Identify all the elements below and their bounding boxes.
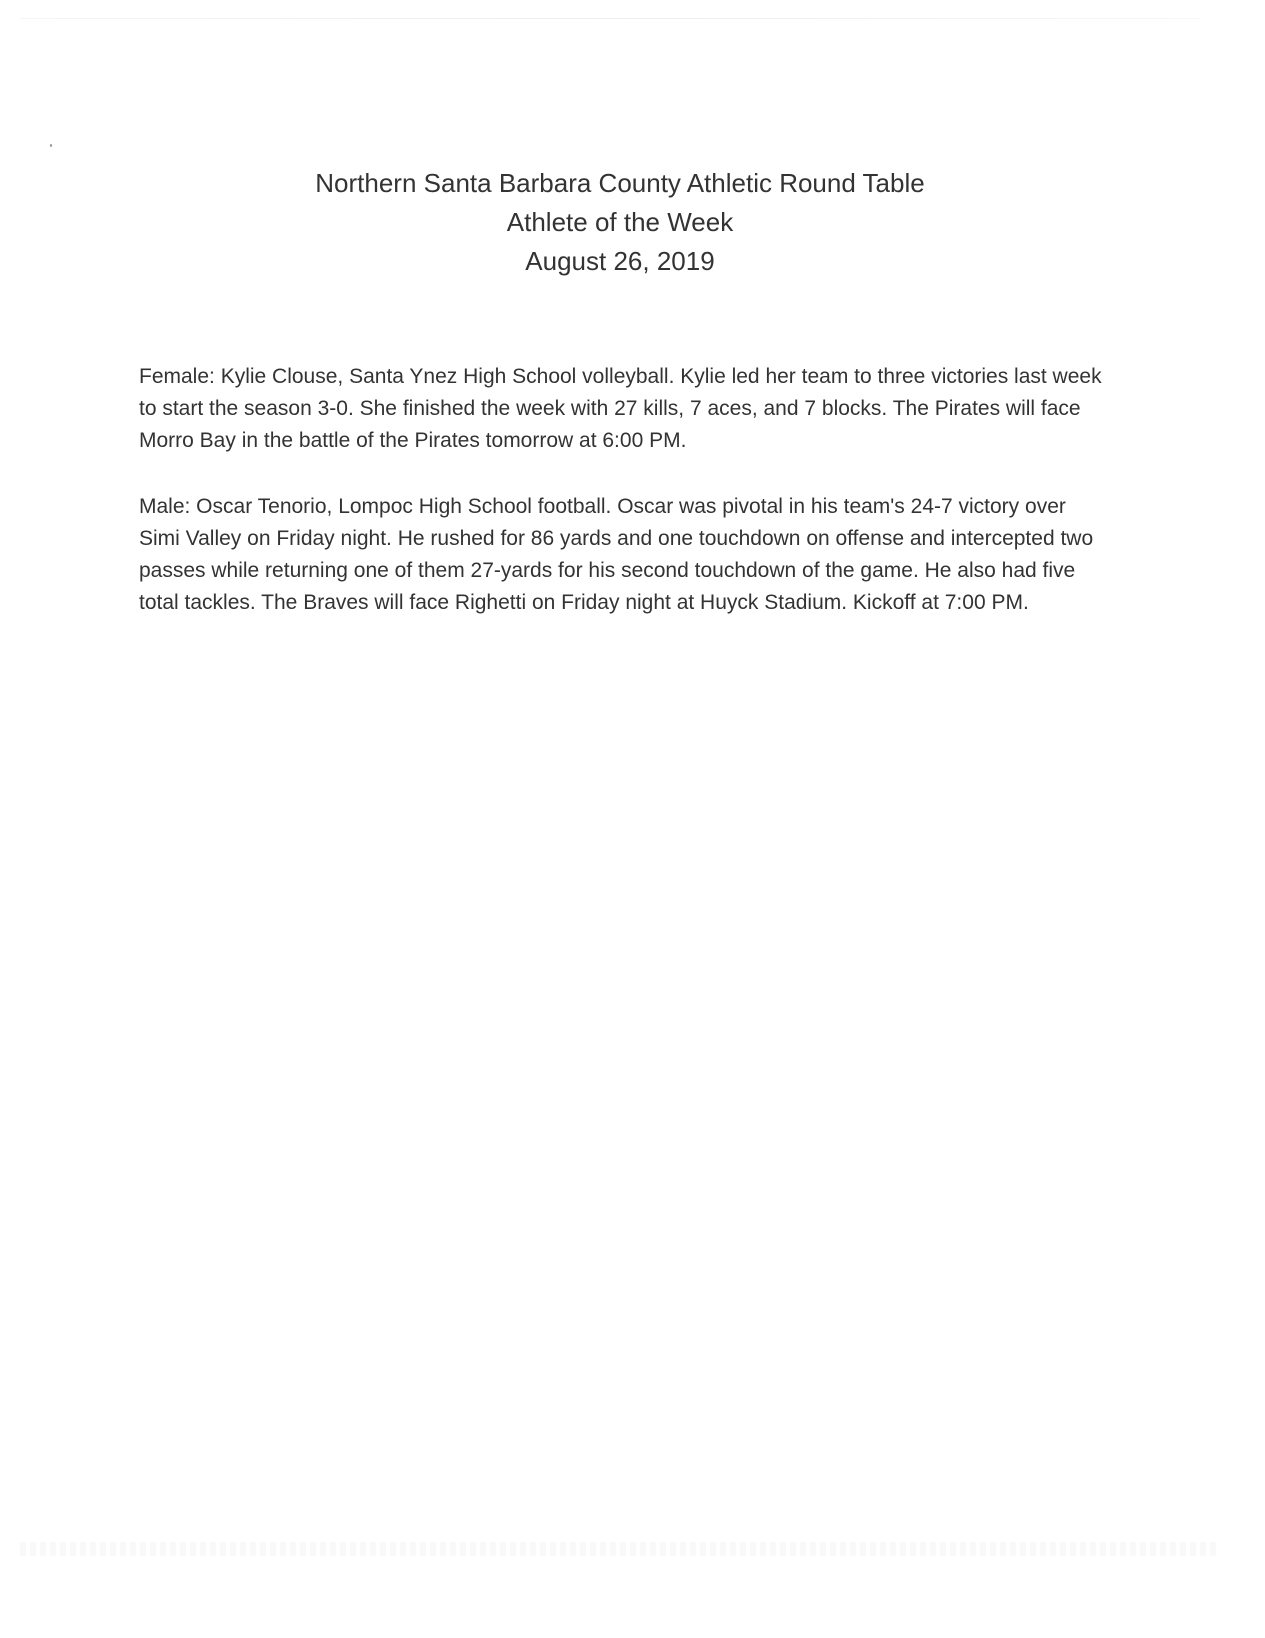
scan-speck — [50, 144, 52, 147]
female-athlete-paragraph: Female: Kylie Clouse, Santa Ynez High School volleyball. Kylie led her team to three victories last week to start the season 3-0. She finished the week with 27 kills, 7 aces, and 7 blocks. The Pirates will face Morro Bay in the battle of the Pirates tomorrow at 6:00 PM. — [139, 365, 1102, 452]
document-header — [0, 164, 1240, 281]
scan-artifact-top — [20, 18, 1200, 19]
organization-name: Northern Santa Barbara County Athletic Round Table — [315, 168, 925, 198]
document-date: August 26, 2019 — [525, 246, 715, 276]
male-athlete-paragraph: Male: Oscar Tenorio, Lompoc High School football. Oscar was pivotal in his team's 24-7 victory over Simi Valley on Friday night. He rushed for 86 yards and one touchdown on offense and intercepted two passes while returning one of them 27-yards for his second touchdown of the game. He also had five total tackles. The Braves will face Righetti on Friday night at Huyck Stadium. Kickoff at 7:00 PM. — [139, 495, 1094, 614]
scan-artifact-bottom — [20, 1542, 1220, 1556]
document-title: Athlete of the Week — [506, 207, 734, 237]
